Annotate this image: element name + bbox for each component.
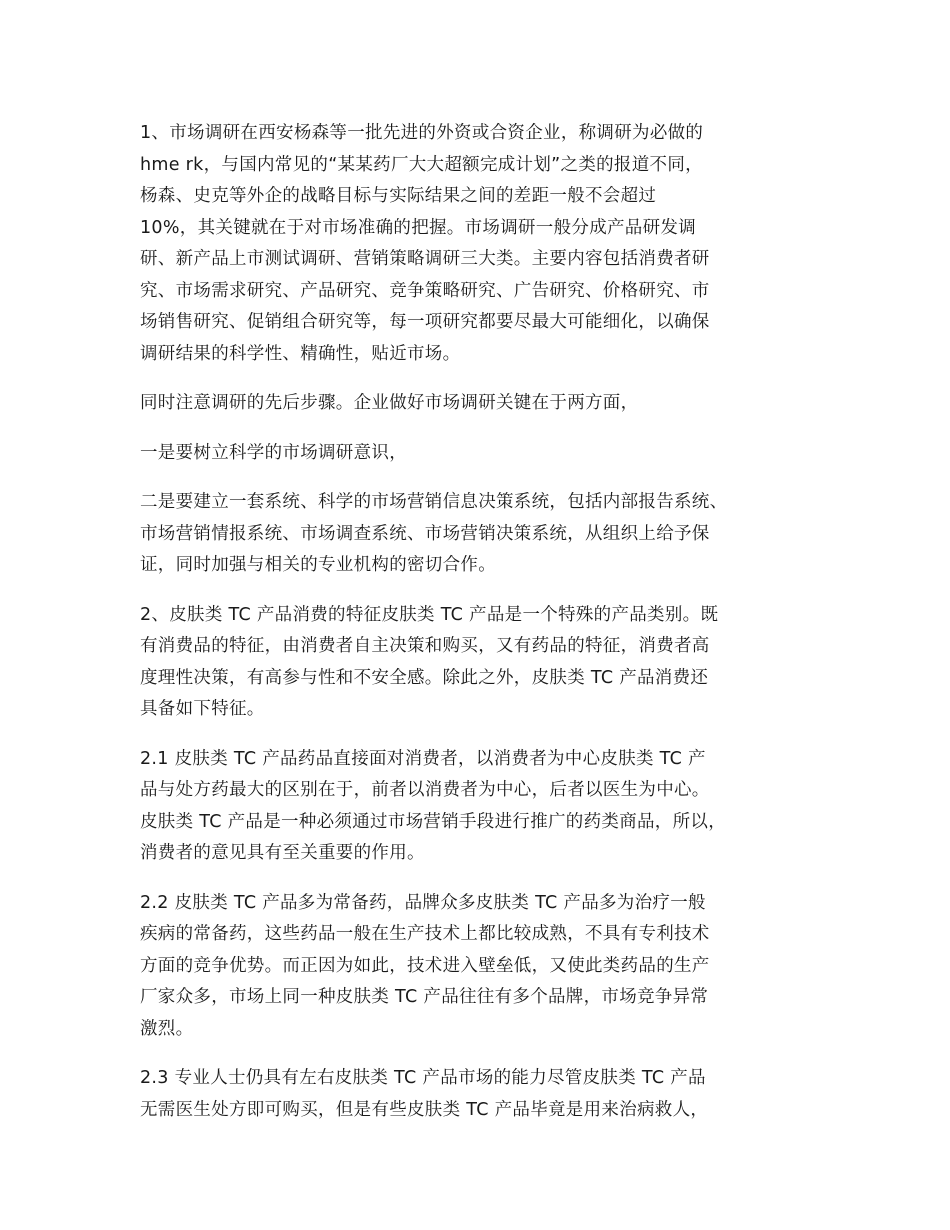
text-line: 具备如下特征。 (140, 699, 265, 719)
text-line: 无需医生处方即可购买，但是有些皮肤类 TC 产品毕竟是用来治病救人， (140, 1099, 709, 1120)
text-line: 品与处方药最大的区别在于，前者以消费者为中心，后者以医生为中心。 (140, 780, 710, 800)
text-line: 消费者的意见具有至关重要的作用。 (140, 843, 425, 863)
text-line: 场销售研究、促销组合研究等，每一项研究都要尽最大可能细化，以确保 (140, 312, 710, 332)
text-line: 1、市场调研在西安杨森等一批先进的外资或合资企业，称调研为必做的 (140, 123, 704, 143)
paragraph-point-two (140, 487, 825, 582)
text-line: 有消费品的特征，由消费者自主决策和购买，又有药品的特征，消费者高 (140, 636, 710, 656)
text-line: 激烈。 (140, 1018, 194, 1039)
text-line: 度理性决策，有高参与性和不安全感。除此之外，皮肤类 TC 产品消费还 (140, 667, 709, 688)
text-line: 10%，其关键就在于对市场准确的把握。市场调研一般分成产品研发调 (140, 217, 696, 238)
text-line: 一是要树立科学的市场调研意识， (140, 442, 407, 463)
text-line: 2.3 专业人士仍具有左右皮肤类 TC 产品市场的能力尽管皮肤类 TC 产品 (140, 1068, 706, 1088)
paragraph-section-2 (140, 600, 825, 726)
text-line: 同时注意调研的先后步骤。企业做好市场调研关键在于两方面， (140, 393, 639, 413)
text-line: 市场营销情报系统、市场调查系统、市场营销决策系统，从组织上给予保 (140, 523, 710, 544)
text-line: hme rk，与国内常见的“某某药厂大大超额完成计划”之类的报道不同， (140, 154, 703, 175)
text-line: 2、皮肤类 TC 产品消费的特征皮肤类 TC 产品是一个特殊的产品类别。既 (140, 604, 719, 625)
text-line: 究、市场需求研究、产品研究、竞争策略研究、广告研究、价格研究、市 (140, 280, 710, 301)
text-line: 厂家众多，市场上同一种皮肤类 TC 产品往往有多个品牌，市场竞争异常 (140, 987, 709, 1007)
paragraph-section-2-2 (140, 888, 825, 1046)
document-body (140, 118, 825, 1144)
text-line: 调研结果的科学性、精确性，贴近市场。 (140, 343, 461, 364)
paragraph-research-steps (140, 388, 825, 420)
paragraph-point-one (140, 438, 825, 470)
text-line: 研、新产品上市测试调研、营销策略调研三大类。主要内容包括消费者研 (140, 249, 710, 269)
text-line: 2.1 皮肤类 TC 产品药品直接面对消费者，以消费者为中心皮肤类 TC 产 (140, 748, 706, 769)
text-line: 杨森、史克等外企的战略目标与实际结果之间的差距一般不会超过 (140, 186, 657, 206)
text-line: 皮肤类 TC 产品是一种必须通过市场营销手段进行推广的药类商品，所以， (140, 811, 727, 832)
text-line: 2.2 皮肤类 TC 产品多为常备药，品牌众多皮肤类 TC 产品多为治疗一般 (140, 892, 706, 913)
text-line: 二是要建立一套系统、科学的市场营销信息决策系统，包括内部报告系统、 (140, 492, 728, 512)
paragraph-section-2-1 (140, 744, 825, 870)
text-line: 证，同时加强与相关的专业机构的密切合作。 (140, 555, 496, 575)
text-line: 疾病的常备药，这些药品一般在生产技术上都比较成熟，不具有专利技术 (140, 924, 710, 944)
paragraph-market-research (140, 118, 825, 370)
paragraph-section-2-3 (140, 1063, 825, 1126)
text-line: 方面的竞争优势。而正因为如此，技术进入壁垒低，又使此类药品的生产 (140, 955, 710, 976)
